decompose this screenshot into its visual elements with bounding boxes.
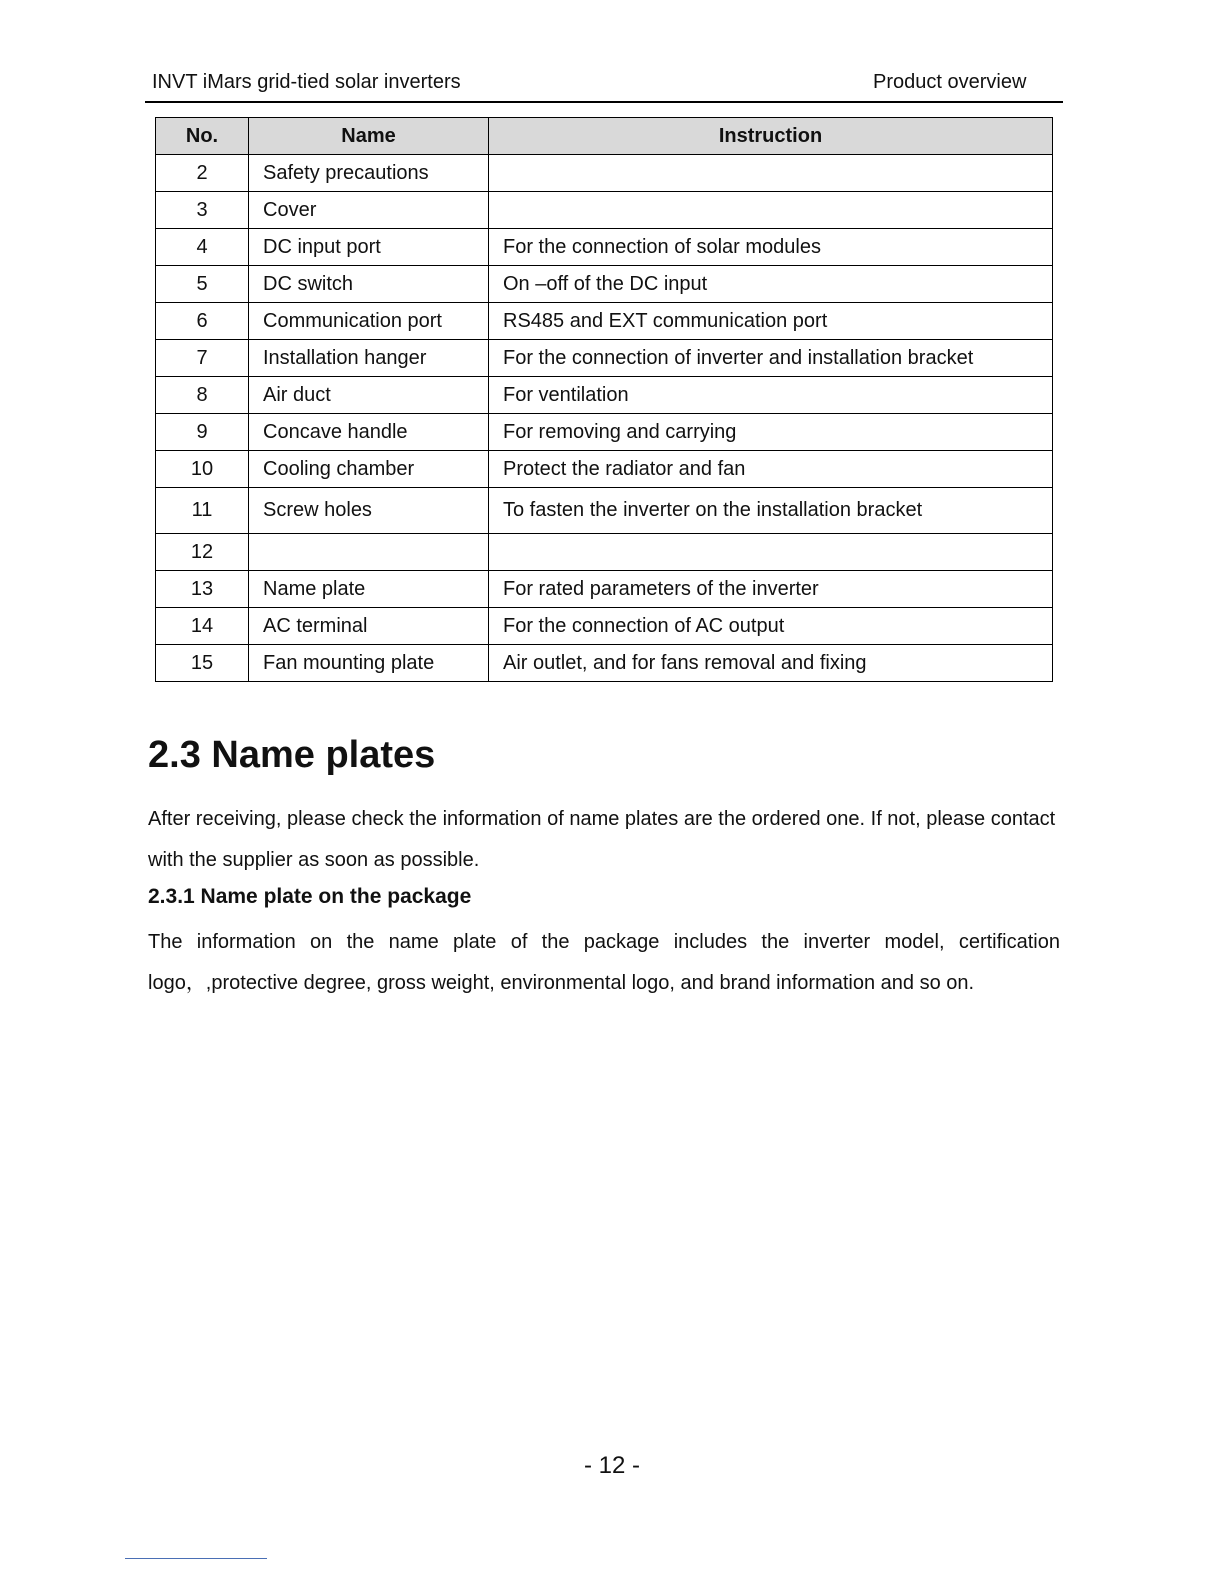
row-instruction: For removing and carrying [489,414,1053,451]
row-number: 12 [156,534,249,571]
table-row [156,266,1053,303]
row-name: AC terminal [249,608,489,645]
table-row [156,192,1053,229]
row-instruction [489,192,1053,229]
row-number: 14 [156,608,249,645]
table-row [156,229,1053,266]
row-instruction: Air outlet, and for fans removal and fixing [489,645,1053,682]
table-row [156,451,1053,488]
page-number: - 12 - [583,1452,640,1479]
table-header-row [156,118,1053,155]
footnote-divider [125,1558,267,1559]
row-number: 13 [156,571,249,608]
row-name: Communication port [249,303,489,340]
row-name: Cooling chamber [249,451,489,488]
table-row [156,155,1053,192]
row-number: 6 [156,303,249,340]
table-row [156,534,1053,571]
column-header-name: Name [249,118,489,155]
row-number: 5 [156,266,249,303]
table-row [156,340,1053,377]
intro-paragraph: After receiving, please check the information of name plates are the ordered one. If not, please contact with the supplier as soon as possible. [148,808,1056,871]
column-header-instruction: Instruction [489,118,1053,155]
component-table [155,117,1053,682]
row-name: Name plate [249,571,489,608]
row-instruction: For ventilation [489,377,1053,414]
row-name: Concave handle [249,414,489,451]
row-instruction [489,155,1053,192]
row-instruction: For the connection of inverter and installation bracket [489,340,1053,377]
running-header-right: Product overview [873,71,1027,93]
row-number: 15 [156,645,249,682]
row-number: 9 [156,414,249,451]
subsection-title: 2.3.1 Name plate on the package [148,885,472,908]
row-number: 7 [156,340,249,377]
row-number: 8 [156,377,249,414]
row-number: 2 [156,155,249,192]
table-row [156,488,1053,534]
table-row [156,414,1053,451]
table-row [156,571,1053,608]
row-name: Air duct [249,377,489,414]
row-name: DC switch [249,266,489,303]
row-instruction [489,534,1053,571]
row-name: Screw holes [249,488,489,534]
section-title: 2.3 Name plates [148,734,436,776]
running-header-left: INVT iMars grid-tied solar inverters [152,71,461,93]
row-name: Safety precautions [249,155,489,192]
row-number: 4 [156,229,249,266]
row-instruction: For the connection of solar modules [489,229,1053,266]
row-name: DC input port [249,229,489,266]
column-header-no: No. [156,118,249,155]
row-name: Cover [249,192,489,229]
header-divider [145,101,1063,103]
row-instruction: For rated parameters of the inverter [489,571,1053,608]
row-instruction: RS485 and EXT communication port [489,303,1053,340]
row-instruction: For the connection of AC output [489,608,1053,645]
row-name: Fan mounting plate [249,645,489,682]
subsection-paragraph: The information on the name plate of the package includes the inverter model, certification logo，,protective degree, gross weight, environmental logo, and brand information and so on. [148,931,1060,994]
row-name: Installation hanger [249,340,489,377]
table-row [156,377,1053,414]
row-number: 11 [156,488,249,534]
table-row [156,645,1053,682]
table-row [156,303,1053,340]
row-number: 10 [156,451,249,488]
row-number: 3 [156,192,249,229]
row-instruction: To fasten the inverter on the installation bracket [489,488,1053,534]
table-row [156,608,1053,645]
row-instruction: On –off of the DC input [489,266,1053,303]
row-instruction: Protect the radiator and fan [489,451,1053,488]
row-name [249,534,489,571]
